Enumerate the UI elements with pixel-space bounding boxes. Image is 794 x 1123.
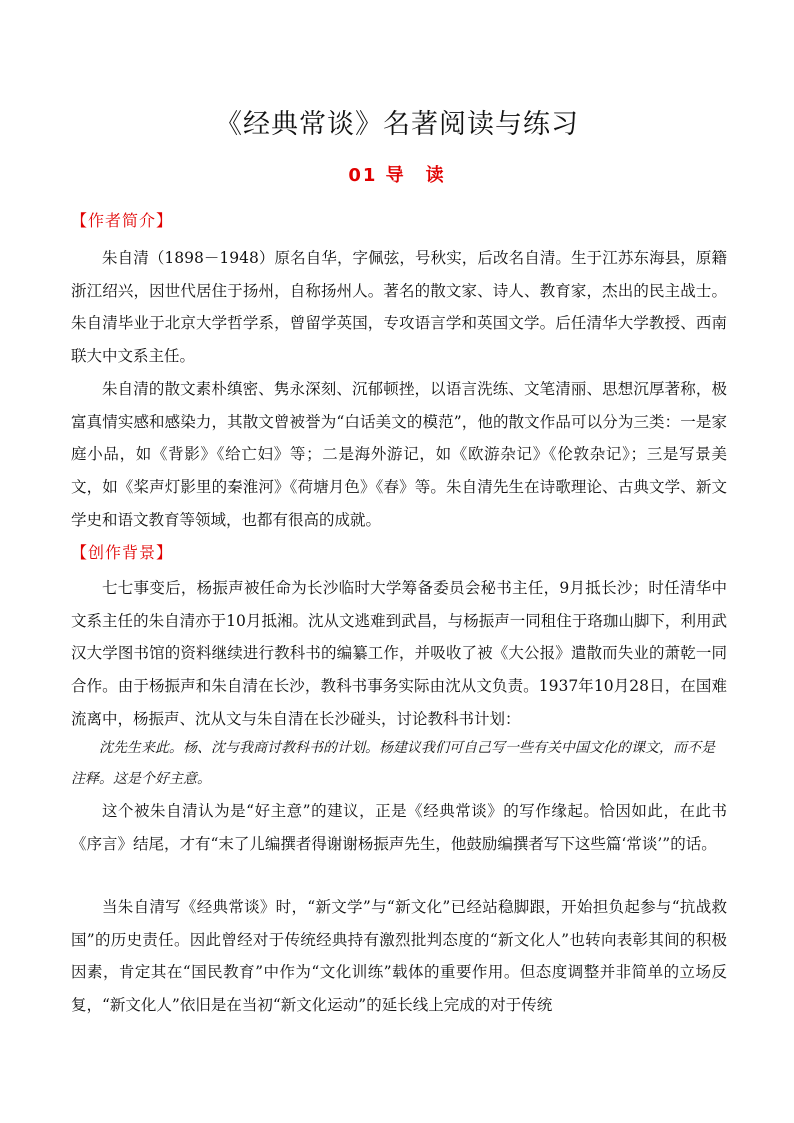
diary-quote: 沈先生来此。杨、沈与我商讨教科书的计划。杨建议我们可自己写一些有关中国文化的课文，而不是注释。这是个好主意。 [71,740,715,787]
author-intro-paragraph-1: 朱自清（1898－1948）原名自华，字佩弦，号秋实，后改名自清。生于江苏东海县，原籍浙江绍兴，因世代居住于扬州，自称扬州人。著名的散文家、诗人、教育家，杰出的民主战士。朱自清毕业于北京大学哲学系，曾留学英国，专攻语言学和英国文学。后任清华大学教授、西南联大中文系主任。 [71,249,727,366]
creation-background-paragraph-1: 七七事变后，杨振声被任命为长沙临时大学筹备委员会秘书主任，9月抵长沙；时任清华中文系主任的朱自清亦于10月抵湘。沈从文逃难到武昌，与杨振声一同租住于珞珈山脚下，利用武汉大学图书馆的资料继续进行教科书的编纂工作，并吸收了被《大公报》遣散而失业的萧乾一同合作。由于杨振声和朱自清在长沙，教科书事务实际由沈从文负责。1937年10月28日，在国难流离中，杨振声、沈从文与朱自清在长沙碰头，讨论教科书计划： [71,579,727,728]
author-intro-paragraph-2: 朱自清的散文素朴缜密、隽永深刻、沉郁顿挫，以语言洗练、文笔清丽、思想沉厚著称，极富真情实感和感染力，其散文曾被誉为“白话美文的模范”，他的散文作品可以分为三类：一是家庭小品，如《背影》《给亡妇》等；二是海外游记，如《欧游杂记》《伦敦杂记》；三是写景美文，如《桨声灯影里的秦淮河》《荷塘月色》《春》等。朱自清先生在诗歌理论、古典文学、新文学史和语文教育等领域，也都有很高的成就。 [71,380,727,529]
creation-background-paragraph-2: 这个被朱自清认为是“好主意”的建议，正是《经典常谈》的写作缘起。恰因如此，在此书《序言》结尾，才有“末了儿编撰者得谢谢杨振声先生，他鼓励编撰者写下这些篇‘常谈’”的话。 [71,802,727,853]
page-title: 《经典常谈》名著阅读与练习 [215,109,579,140]
author-intro-heading: 【作者简介】 [71,211,174,230]
creation-background-paragraph-3: 当朱自清写《经典常谈》时，“新文学”与“新文化”已经站稳脚跟，开始担负起参与“抗战救国”的历史责任。因此曾经对于传统经典持有激烈批判态度的“新文化人”也转向表彰其间的积极因素，肯定其在“国民教育”中作为“文化训练”载体的重要作用。但态度调整并非简单的立场反复，“新文化人”依旧是在当初“新文化运动”的延长线上完成的对于传统 [71,898,727,1015]
creation-background-heading: 【创作背景】 [71,543,174,562]
section-subtitle: 01 导 读 [348,165,446,186]
